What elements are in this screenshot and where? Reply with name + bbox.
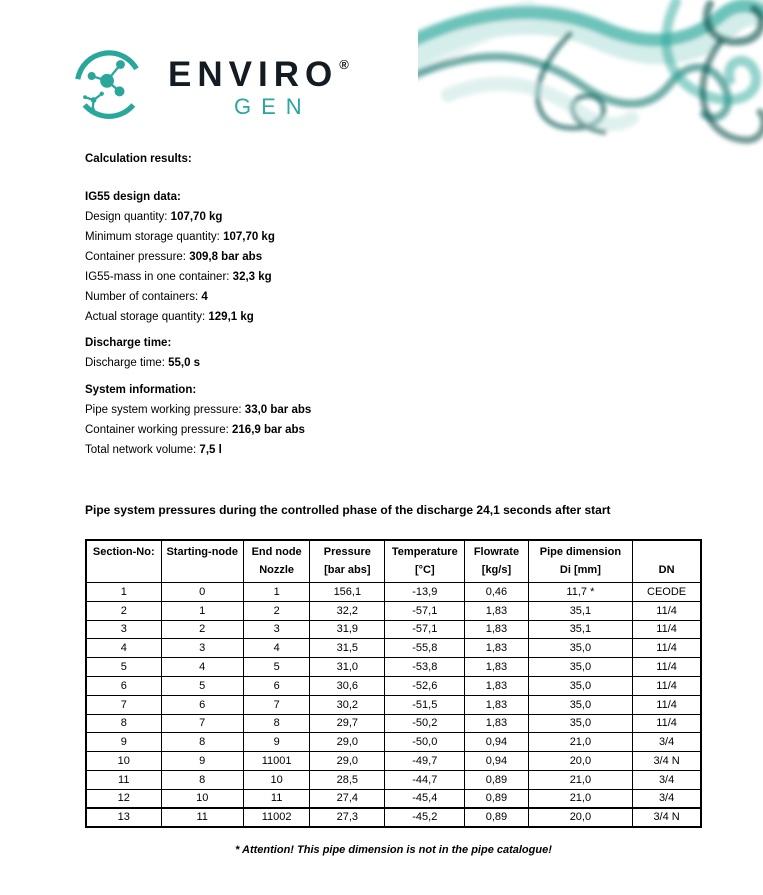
result-label: Total network volume: (85, 444, 200, 456)
table-cell: 35,1 (528, 620, 633, 639)
table-cell: 28,5 (310, 770, 385, 789)
table-cell: 6 (243, 676, 309, 695)
table-cell: 6 (86, 676, 161, 695)
table-cell: 11/4 (633, 620, 701, 639)
column-header: End node Nozzle (243, 540, 309, 583)
table-cell: 35,0 (528, 714, 633, 733)
table-cell: 0 (161, 583, 243, 602)
table-cell: 7 (243, 695, 309, 714)
result-label: Discharge time: (85, 357, 169, 369)
ig55-heading: IG55 design data: (85, 191, 181, 203)
table-cell: 1,83 (465, 676, 528, 695)
table-cell: 1,83 (465, 639, 528, 658)
table-cell: 21,0 (528, 770, 633, 789)
table-cell: 35,0 (528, 639, 633, 658)
result-label: Design quantity: (85, 211, 171, 223)
table-cell: 2 (243, 601, 309, 620)
table-cell: 13 (86, 808, 161, 827)
table-cell: 11 (86, 770, 161, 789)
table-cell: 20,0 (528, 752, 633, 771)
column-header: Pipe dimension Di [mm] (528, 540, 633, 583)
table-cell: 21,0 (528, 789, 633, 808)
table-cell: 11 (161, 808, 243, 827)
table-cell: 5 (161, 676, 243, 695)
result-line (85, 420, 702, 440)
result-value: 107,70 kg (170, 211, 223, 223)
table-cell: 0,89 (465, 808, 528, 827)
column-header: Temperature [°C] (385, 540, 465, 583)
registered-mark: ® (339, 57, 349, 72)
result-value: 107,70 kg (223, 231, 275, 243)
table-cell: 9 (243, 733, 309, 752)
table-cell: CEODE (633, 583, 701, 602)
table-cell: -49,7 (385, 752, 465, 771)
result-line (85, 353, 702, 373)
table-cell: -53,8 (385, 658, 465, 677)
table-cell: 1 (161, 601, 243, 620)
table-cell: -44,7 (385, 770, 465, 789)
table-cell: 3 (161, 639, 243, 658)
table-cell: 10 (161, 789, 243, 808)
table-cell: 5 (86, 658, 161, 677)
table-cell: 0,89 (465, 789, 528, 808)
table-cell: -55,8 (385, 639, 465, 658)
result-value: 4 (201, 291, 208, 303)
table-cell: 1,83 (465, 695, 528, 714)
table-cell: 35,0 (528, 676, 633, 695)
table-cell: 11,7 * (528, 583, 633, 602)
table-cell: 11/4 (633, 658, 701, 677)
table-cell: 2 (161, 620, 243, 639)
table-cell: 3/4 N (633, 752, 701, 771)
table-cell: 35,1 (528, 601, 633, 620)
result-line (85, 440, 702, 460)
table-row (86, 733, 701, 752)
pipe-pressure-table (85, 539, 702, 828)
logo-sub-text: GEN (234, 94, 312, 119)
table-row (86, 770, 701, 789)
header-row (86, 540, 701, 583)
table-cell: 0,89 (465, 770, 528, 789)
table-row (86, 676, 701, 695)
table-row (86, 789, 701, 808)
table-cell: -13,9 (385, 583, 465, 602)
table-cell: 31,0 (310, 658, 385, 677)
table-cell: 9 (161, 752, 243, 771)
table-cell: 29,0 (310, 752, 385, 771)
logo-brand-text (168, 57, 349, 92)
table-row (86, 620, 701, 639)
table-cell: 11/4 (633, 639, 701, 658)
table-cell: -51,5 (385, 695, 465, 714)
smoke-decoration (418, 0, 763, 170)
table-cell: 8 (86, 714, 161, 733)
column-header: Flowrate [kg/s] (465, 540, 528, 583)
table-cell: 31,5 (310, 639, 385, 658)
table-cell: 31,9 (310, 620, 385, 639)
table-cell: 11/4 (633, 676, 701, 695)
table-cell: -50,0 (385, 733, 465, 752)
table-row (86, 695, 701, 714)
table-cell: 11/4 (633, 714, 701, 733)
table-cell: 9 (86, 733, 161, 752)
table-cell: -45,4 (385, 789, 465, 808)
result-line (85, 227, 702, 247)
table-cell: 11 (243, 789, 309, 808)
table-cell: -45,2 (385, 808, 465, 827)
table-cell: -52,6 (385, 676, 465, 695)
table-cell: 35,0 (528, 695, 633, 714)
table-cell: 4 (86, 639, 161, 658)
brand-word: ENVIRO (168, 55, 339, 94)
result-label: Pipe system working pressure: (85, 404, 245, 416)
result-label: IG55-mass in one container: (85, 271, 233, 283)
logo-text-block (168, 57, 349, 118)
table-cell: 30,2 (310, 695, 385, 714)
table-cell: 1 (243, 583, 309, 602)
discharge-items (85, 353, 702, 373)
table-row (86, 714, 701, 733)
result-line (85, 287, 702, 307)
table-cell: 11/4 (633, 601, 701, 620)
table-cell: 1,83 (465, 714, 528, 733)
footer-note: * Attention! This pipe dimension is not in the pipe catalogue! (235, 843, 552, 856)
table-cell: 21,0 (528, 733, 633, 752)
table-cell: 0,46 (465, 583, 528, 602)
table-cell: 7 (161, 714, 243, 733)
table-cell: 11001 (243, 752, 309, 771)
result-value: 55,0 s (168, 357, 201, 369)
system-heading: System information: (85, 384, 197, 396)
result-value: 32,3 kg (232, 271, 272, 283)
table-cell: 3/4 (633, 770, 701, 789)
table-cell: -57,1 (385, 601, 465, 620)
table-cell: 12 (86, 789, 161, 808)
system-items (85, 400, 702, 460)
column-header: Starting-node (161, 540, 243, 583)
table-cell: 20,0 (528, 808, 633, 827)
table-cell: 3 (86, 620, 161, 639)
pipe-table-title: Pipe system pressures during the controlled phase of the discharge 24,1 seconds after start (85, 503, 611, 517)
calc-results-heading: Calculation results: (85, 153, 192, 165)
table-cell: 156,1 (310, 583, 385, 602)
table-row (86, 583, 701, 602)
result-value: 309,8 bar abs (189, 251, 263, 263)
table-cell: 7 (86, 695, 161, 714)
result-line (85, 267, 702, 287)
table-cell: 29,0 (310, 733, 385, 752)
result-line (85, 207, 702, 227)
result-label: Actual storage quantity: (85, 311, 209, 323)
table-cell: 1,83 (465, 658, 528, 677)
result-label: Minimum storage quantity: (85, 231, 224, 243)
result-value: 33,0 bar abs (244, 404, 312, 416)
result-value: 7,5 l (199, 444, 222, 456)
table-cell: -50,2 (385, 714, 465, 733)
table-cell: 0,94 (465, 733, 528, 752)
table-cell: 32,2 (310, 601, 385, 620)
table-cell: 1,83 (465, 601, 528, 620)
report-content (85, 149, 702, 856)
result-label: Container working pressure: (85, 424, 233, 436)
table-row (86, 752, 701, 771)
result-label: Number of containers: (85, 291, 202, 303)
molecule-circle-icon (60, 40, 156, 136)
column-header: DN (633, 540, 701, 583)
table-cell: 10 (86, 752, 161, 771)
ig55-items (85, 207, 702, 327)
table-cell: 27,4 (310, 789, 385, 808)
table-cell: -57,1 (385, 620, 465, 639)
result-value: 216,9 bar abs (232, 424, 305, 436)
table-row (86, 639, 701, 658)
table-cell: 6 (161, 695, 243, 714)
table-cell: 8 (243, 714, 309, 733)
table-cell: 3/4 (633, 733, 701, 752)
table-cell: 29,7 (310, 714, 385, 733)
column-header: Pressure [bar abs] (310, 540, 385, 583)
table-cell: 3 (243, 620, 309, 639)
table-cell: 3/4 N (633, 808, 701, 827)
table-cell: 27,3 (310, 808, 385, 827)
table-cell: 11/4 (633, 695, 701, 714)
result-line (85, 247, 702, 267)
table-row (86, 808, 701, 827)
table-cell: 10 (243, 770, 309, 789)
result-line (85, 400, 702, 420)
column-header: Section-No: (86, 540, 161, 583)
table-cell: 1 (86, 583, 161, 602)
table-cell: 4 (161, 658, 243, 677)
table-cell: 11002 (243, 808, 309, 827)
table-row (86, 601, 701, 620)
table-cell: 8 (161, 733, 243, 752)
table-cell: 35,0 (528, 658, 633, 677)
table-cell: 5 (243, 658, 309, 677)
envirogen-logo (60, 40, 349, 136)
result-label: Container pressure: (85, 251, 190, 263)
discharge-heading: Discharge time: (85, 337, 172, 349)
table-cell: 4 (243, 639, 309, 658)
table-cell: 8 (161, 770, 243, 789)
result-line (85, 307, 702, 327)
result-value: 129,1 kg (208, 311, 254, 323)
table-cell: 30,6 (310, 676, 385, 695)
table-cell: 0,94 (465, 752, 528, 771)
table-cell: 1,83 (465, 620, 528, 639)
table-row (86, 658, 701, 677)
table-cell: 2 (86, 601, 161, 620)
table-cell: 3/4 (633, 789, 701, 808)
